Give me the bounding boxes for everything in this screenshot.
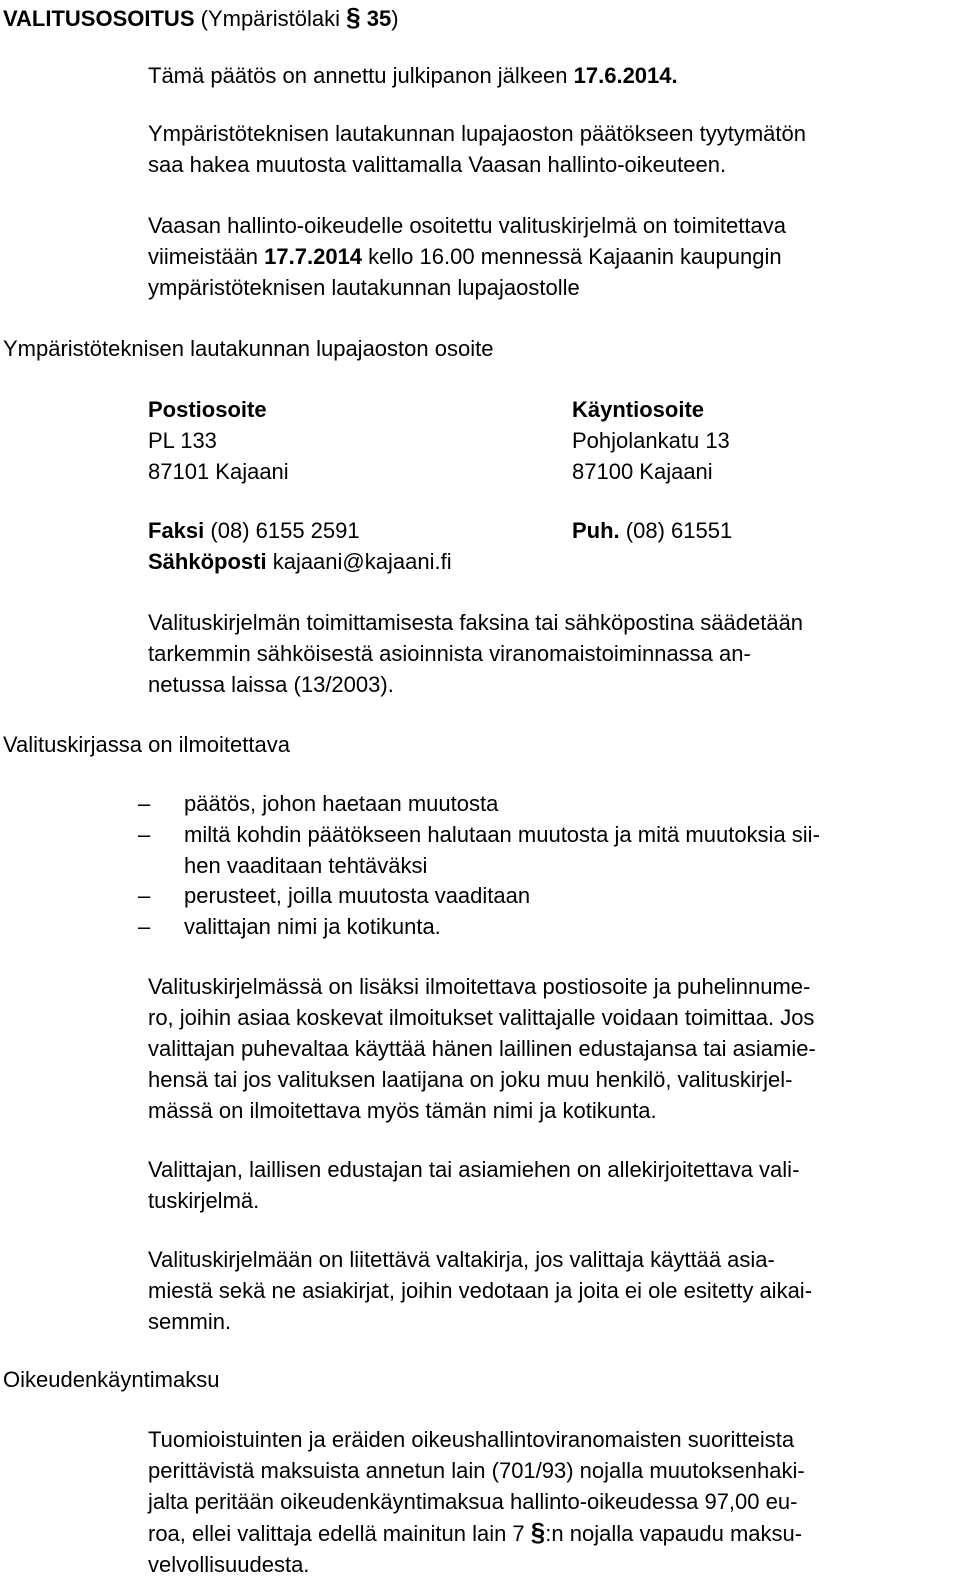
- deadline-paragraph: [148, 210, 948, 303]
- page-title: [3, 2, 399, 34]
- postal-address: [148, 394, 289, 487]
- paragraph-line: hensä tai jos valituksen laatijana on joku muu henkilö, valituskirjel-: [148, 1067, 793, 1092]
- power-of-attorney-paragraph: [148, 1244, 954, 1337]
- paragraph-line: jalta peritään oikeudenkäyntimaksua hallinto-oikeudessa 97,00 eu-: [148, 1489, 798, 1514]
- dash-bullet: –: [138, 791, 151, 816]
- paragraph-line: semmin.: [148, 1309, 232, 1334]
- paragraph-line: valittajan puhevaltaa käyttää hänen laillinen edustajansa tai asiamie-: [148, 1036, 816, 1061]
- email-label: Sähköposti: [148, 549, 267, 574]
- paragraph-line: [148, 1517, 954, 1549]
- list-item-text: [184, 819, 950, 881]
- fee-line-text: roa, ellei valittaja edellä mainitun lain 7: [148, 1521, 525, 1546]
- deadline-line: ympäristöteknisen lautakunnan lupajaostolle: [148, 275, 580, 300]
- email-contact: [148, 546, 452, 577]
- postal-label: Postiosoite: [148, 397, 267, 422]
- title-law: (Ympäristölaki: [200, 6, 340, 31]
- phone-label: Puh.: [572, 518, 620, 543]
- electronic-line: tarkemmin sähköisestä asioinnista viranomaistoiminnassa an-: [148, 641, 751, 666]
- appeal-line: Ympäristöteknisen lautakunnan lupajaoston päätökseen tyytymätön: [148, 121, 806, 146]
- visit-label: Käyntiosoite: [572, 397, 705, 422]
- decision-published: [148, 60, 948, 91]
- electronic-line: netussa laissa (13/2003).: [148, 672, 394, 697]
- email-value: kajaani@kajaani.fi: [272, 549, 452, 574]
- paragraph-line: ro, joihin asiaa koskevat ilmoitukset valittajalle voidaan toimittaa. Jos: [148, 1005, 815, 1030]
- section-sign: §: [530, 1517, 546, 1547]
- paragraph-line: perittävistä maksuista annetun lain (701/93) nojalla muutoksenhaki-: [148, 1458, 805, 1483]
- paragraph-line: tuskirjelmä.: [148, 1188, 260, 1213]
- appeal-paragraph: [148, 118, 948, 180]
- deadline-suffix: kello 16.00 mennessä Kajaanin kaupungin: [368, 244, 782, 269]
- contents-section-label: Valituskirjassa on ilmoitettava: [3, 732, 290, 757]
- signature-paragraph: [148, 1154, 954, 1216]
- deadline-date: 17.7.2014: [264, 244, 363, 269]
- visit-line: 87100 Kajaani: [572, 459, 713, 484]
- electronic-delivery-paragraph: [148, 607, 948, 700]
- visit-address: [572, 394, 730, 487]
- paragraph-line: mässä on ilmoitettava myös tämän nimi ja kotikunta.: [148, 1098, 657, 1123]
- list-item-line: hen vaaditaan tehtäväksi: [184, 853, 428, 878]
- dash-bullet: –: [138, 822, 151, 847]
- list-item-text: perusteet, joilla muutosta vaaditaan: [184, 883, 531, 908]
- list-item-line: miltä kohdin päätökseen halutaan muutosta ja mitä muutoksia sii-: [184, 822, 820, 847]
- visit-line: Pohjolankatu 13: [572, 428, 730, 453]
- list-item-text: valittajan nimi ja kotikunta.: [184, 914, 441, 939]
- paragraph-line: Valituskirjelmään on liitettävä valtakirja, jos valittaja käyttää asia-: [148, 1247, 775, 1272]
- paragraph-line: Valittajan, laillisen edustajan tai asiamiehen on allekirjoitettava vali-: [148, 1157, 800, 1182]
- appeal-line: saa hakea muutosta valittamalla Vaasan hallinto-oikeuteen.: [148, 152, 727, 177]
- fee-line-suffix: :n nojalla vapaudu maksu-: [545, 1521, 803, 1546]
- fee-paragraph: [148, 1424, 954, 1580]
- deadline-line: [148, 241, 948, 272]
- title-close: ): [391, 6, 399, 31]
- paragraph-line: miestä sekä ne asiakirjat, joihin vedotaan ja joita ei ole esitetty aikai-: [148, 1278, 813, 1303]
- title-bold: VALITUSOSOITUS: [3, 6, 195, 31]
- electronic-line: Valituskirjelmän toimittamisesta faksina tai sähköpostina säädetään: [148, 610, 804, 635]
- postal-line: PL 133: [148, 428, 217, 453]
- fax-contact: [148, 515, 360, 546]
- paragraph-line: velvollisuudesta.: [148, 1552, 310, 1577]
- postal-line: 87101 Kajaani: [148, 459, 289, 484]
- additional-info-paragraph: [148, 971, 954, 1126]
- fee-section-label: Oikeudenkäyntimaksu: [3, 1367, 220, 1392]
- list-item-text: päätös, johon haetaan muutosta: [184, 791, 499, 816]
- decision-published-date: 17.6.2014.: [573, 63, 678, 88]
- address-section-label: Ympäristöteknisen lautakunnan lupajaoston osoite: [3, 336, 494, 361]
- deadline-prefix: viimeistään: [148, 244, 259, 269]
- section-sign: §: [346, 2, 361, 32]
- phone-value: (08) 61551: [625, 518, 733, 543]
- dash-bullet: –: [138, 914, 151, 939]
- paragraph-line: Valituskirjelmässä on lisäksi ilmoitettava postiosoite ja puhelinnume-: [148, 974, 811, 999]
- fax-value: (08) 6155 2591: [210, 518, 360, 543]
- decision-published-text: Tämä päätös on annettu julkipanon jälkeen: [148, 63, 568, 88]
- dash-bullet: –: [138, 883, 151, 908]
- deadline-line: Vaasan hallinto-oikeudelle osoitettu valituskirjelmä on toimitettava: [148, 213, 786, 238]
- section-number: 35: [366, 6, 392, 31]
- fax-label: Faksi: [148, 518, 205, 543]
- paragraph-line: Tuomioistuinten ja eräiden oikeushallintoviranomaisten suoritteista: [148, 1427, 795, 1452]
- phone-contact: [572, 515, 732, 546]
